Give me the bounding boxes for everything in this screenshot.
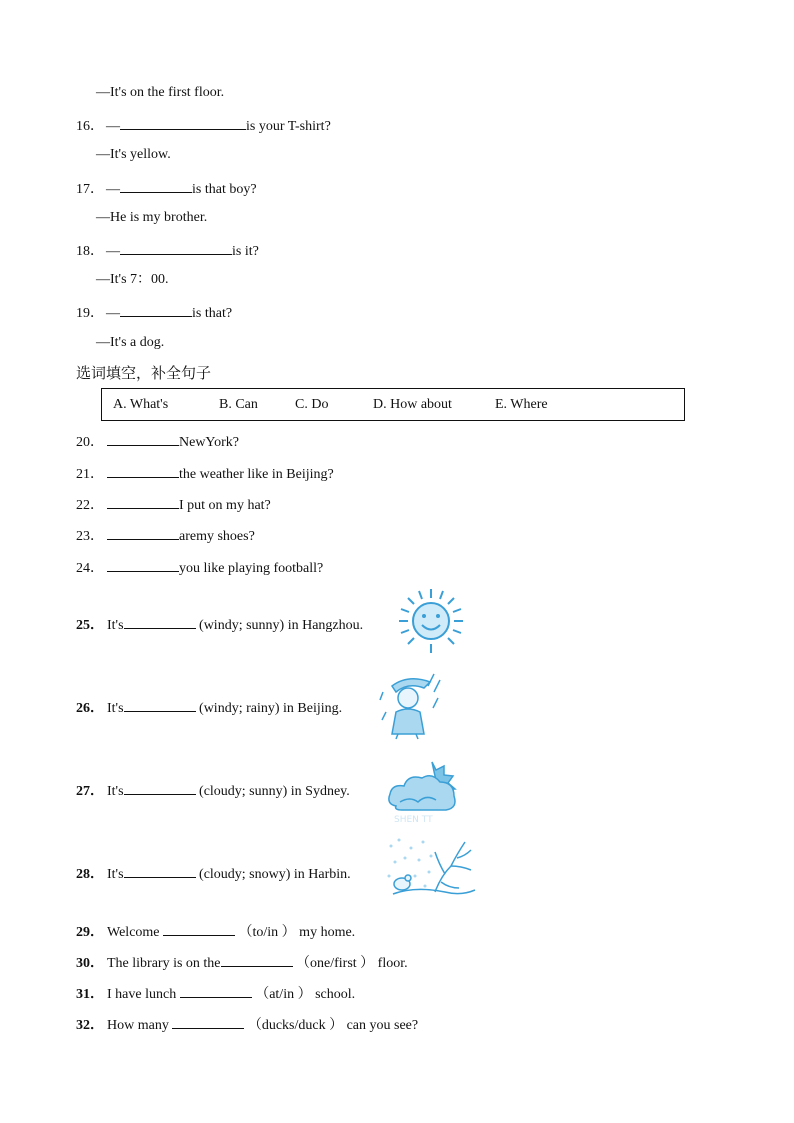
question-30 (76, 952, 408, 973)
answer-blank[interactable] (107, 557, 179, 572)
answer-line-15: —It's on the first floor. (96, 85, 225, 100)
question-22 (76, 494, 271, 515)
question-24 (76, 557, 323, 578)
question-27 (76, 780, 350, 801)
answer-line-17: —He is my brother. (96, 210, 208, 225)
word-option-b: B. Can (219, 397, 258, 412)
question-text: (windy; rainy) in Beijing. (195, 701, 343, 716)
question-number: 17． (76, 182, 104, 197)
question-number: 21． (76, 467, 104, 482)
question-20 (76, 431, 239, 452)
question-text: The library is on the (107, 956, 221, 971)
question-text: (cloudy; snowy) in Harbin. (195, 867, 351, 882)
question-23 (76, 525, 255, 546)
question-text: I have lunch (107, 987, 180, 1002)
answer-blank[interactable] (124, 780, 196, 795)
sunny-icon (393, 586, 469, 656)
section-heading: 选词填空，补全句子 (76, 364, 212, 382)
question-text: (windy; sunny) in Hangzhou. (195, 618, 364, 633)
question-text: （to/in ） my home. (235, 925, 356, 940)
question-31 (76, 983, 355, 1004)
answer-blank[interactable] (107, 463, 179, 478)
question-text: （one/first ） floor. (292, 956, 408, 971)
word-bank (101, 388, 685, 421)
question-text: Welcome (107, 925, 164, 940)
answer-line-18: —It's 7：00. (96, 272, 169, 287)
answer-blank[interactable] (221, 952, 293, 967)
answer-blank[interactable] (107, 525, 179, 540)
question-text: （ducks/duck ） can you see? (244, 1018, 419, 1033)
question-number: 30． (76, 956, 104, 971)
question-text: aremy shoes? (179, 529, 255, 544)
answer-blank[interactable] (163, 921, 235, 936)
question-number: 23． (76, 529, 104, 544)
word-option-a: A. What's (113, 397, 169, 412)
cloudy-icon (384, 756, 464, 824)
question-18 (76, 240, 259, 261)
answer-blank[interactable] (124, 697, 196, 712)
question-text: the weather like in Beijing? (179, 467, 334, 482)
question-number: 22． (76, 498, 104, 513)
question-28 (76, 863, 351, 884)
question-number: 29． (76, 925, 104, 940)
question-text: NewYork? (179, 435, 240, 450)
question-text: is it? (232, 244, 259, 259)
answer-blank[interactable] (107, 431, 179, 446)
answer-blank[interactable] (120, 178, 192, 193)
dash: — (106, 119, 120, 134)
answer-blank[interactable] (124, 614, 196, 629)
question-number: 31． (76, 987, 104, 1002)
question-26 (76, 697, 342, 718)
snowy-icon (385, 836, 477, 902)
question-number: 24． (76, 561, 104, 576)
svg-text:SHEN TT: SHEN TT (394, 815, 433, 824)
answer-blank[interactable] (120, 240, 232, 255)
word-option-e: E. Where (495, 397, 548, 412)
question-25 (76, 614, 363, 635)
word-option-c: C. Do (295, 397, 329, 412)
question-number: 32． (76, 1018, 104, 1033)
word-option-d: D. How about (373, 397, 452, 412)
question-number: 26． (76, 701, 104, 716)
rainy-girl-icon (378, 672, 444, 740)
question-number: 25． (76, 618, 104, 633)
question-number: 28． (76, 867, 104, 882)
answer-line-16: —It's yellow. (96, 147, 171, 162)
question-text: is that? (192, 306, 233, 321)
question-number: 19． (76, 306, 104, 321)
dash: — (106, 306, 120, 321)
question-text: is that boy? (192, 182, 257, 197)
question-text: It's (107, 867, 124, 882)
answer-blank[interactable] (172, 1014, 244, 1029)
dash: — (106, 244, 120, 259)
answer-blank[interactable] (107, 494, 179, 509)
question-text: How many (107, 1018, 173, 1033)
question-text: you like playing football? (179, 561, 324, 576)
answer-blank[interactable] (120, 115, 246, 130)
question-21 (76, 463, 334, 484)
question-text: is your T-shirt? (246, 119, 331, 134)
question-text: （at/in ） school. (251, 987, 356, 1002)
question-number: 27． (76, 784, 104, 799)
answer-blank[interactable] (124, 863, 196, 878)
question-number: 20． (76, 435, 104, 450)
question-19 (76, 302, 232, 323)
question-number: 16． (76, 119, 104, 134)
question-16 (76, 115, 331, 136)
question-17 (76, 178, 257, 199)
answer-line-19: —It's a dog. (96, 335, 165, 350)
answer-blank[interactable] (180, 983, 252, 998)
question-text: It's (107, 784, 124, 799)
question-text: It's (107, 618, 124, 633)
question-29 (76, 921, 355, 942)
question-text: It's (107, 701, 124, 716)
question-32 (76, 1014, 418, 1035)
dash: — (106, 182, 120, 197)
question-text: I put on my hat? (179, 498, 271, 513)
question-text: (cloudy; sunny) in Sydney. (195, 784, 350, 799)
question-number: 18． (76, 244, 104, 259)
answer-blank[interactable] (120, 302, 192, 317)
